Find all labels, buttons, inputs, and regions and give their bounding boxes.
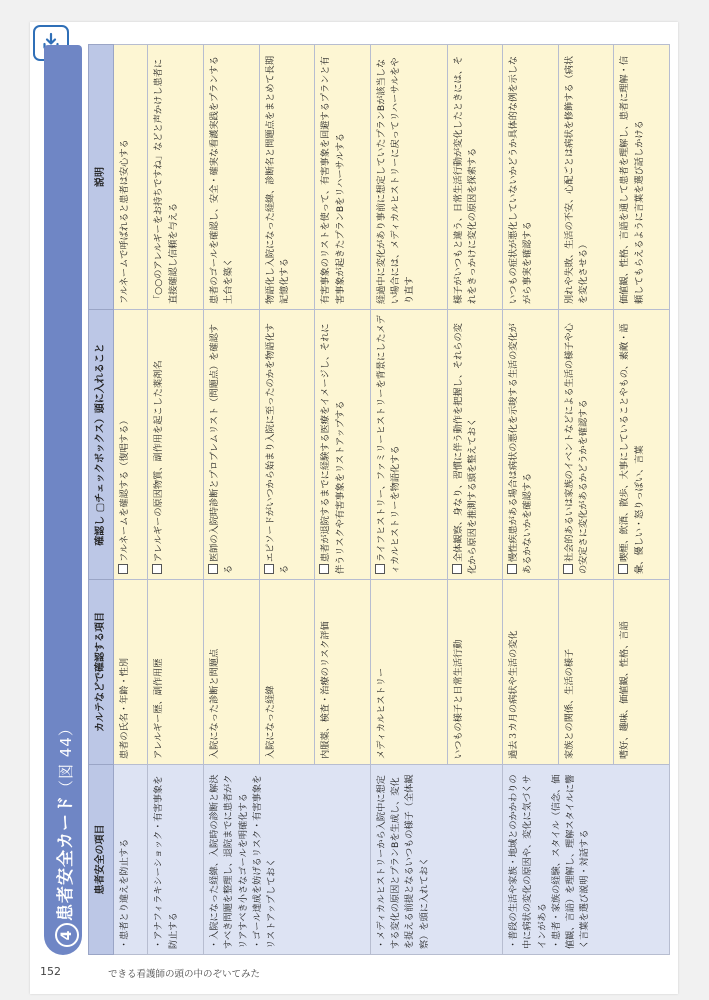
book-title: できる看護師の頭の中のぞいてみた: [108, 969, 261, 980]
description-cell: 「○○のアレルギーをお持ちですね」などと声かけし患者に直接確認し信頼を与える: [148, 45, 204, 310]
check-item-text: 喫煙、飲酒、散歩、大事にしていることやもの、素敵・語彙、優しい・怒りっぽい、言葉: [619, 323, 645, 574]
check-item-cell: [259, 310, 315, 580]
table-row: [148, 45, 204, 955]
safety-item-cell: [370, 765, 502, 955]
check-item-text: エピソードがいつから始まり入院に至ったのかを物語化する: [264, 323, 290, 574]
check-item-text: アレルギーの原因物質、副作用を起こした薬剤名: [153, 360, 165, 562]
check-item-text: 患者が退院するまでに経験する医療をイメージし、それに伴うリスクや有害事象をリストアップする: [320, 323, 346, 574]
checkbox[interactable]: [208, 564, 218, 574]
header-safety-item: 患者安全の項目: [89, 765, 114, 955]
safety-item-text: ・普段の生活や家族・地域とのかかわりの中に病状の変化の原因や、変化に気づくサインがある: [508, 774, 548, 949]
page-number: 152: [40, 965, 61, 978]
check-item-cell: [315, 310, 371, 580]
description-cell: 物語化し入院になった経緯、診断名と問題点をまとめて長期記憶化する: [259, 45, 315, 310]
check-item-text: 慢性疾患がある場合は病状の悪化を示唆する生活の変化があるかないかを確認する: [508, 323, 534, 574]
chart-item-cell: 過去３カ月の病状や生活の変化: [503, 580, 559, 765]
check-item-text: フルネームを確認する（復唱する）: [119, 415, 130, 562]
safety-item-cell: [114, 765, 148, 955]
check-item-cell: [503, 310, 559, 580]
safety-item-text: ・アナフィラキシーショック・有害事象を防止する: [153, 775, 179, 949]
chart-item-cell: 入院になった診断と問題点: [204, 580, 260, 765]
table-row: [370, 45, 447, 955]
safety-item-text: ・メディカルヒストリーから入院中に想定する変化の原因とプランBを生成し、変化を捉える前提となるいつもの様子（全体観察）を頭に入れておく: [375, 774, 430, 949]
table-header-row: [89, 45, 114, 955]
check-item-cell: [370, 310, 447, 580]
checkbox[interactable]: [118, 564, 128, 574]
header-check-item: 確認し ▢チェックボックス）頭に入れること: [89, 310, 114, 580]
chart-item-cell: アレルギー歴、副作用歴: [148, 580, 204, 765]
chart-item-cell: 入院になった経緯: [259, 580, 315, 765]
checkbox[interactable]: [152, 564, 162, 574]
checkbox[interactable]: [452, 564, 462, 574]
safety-item-text: ・入院になった経緯、入院時の診断と解決すべき問題を整理し、退院までに患者がクリアすべき小さなゴールを明確化する: [209, 774, 249, 949]
checkbox[interactable]: [618, 564, 628, 574]
checkbox[interactable]: [563, 564, 573, 574]
check-item-cell: [114, 310, 148, 580]
check-item-text: ライフヒストリー、ファミリーヒストリーを背景にしたメディカルヒストリーを物語化する: [375, 315, 402, 574]
header-chart-item: カルテなどで確認する項目: [89, 580, 114, 765]
description-cell: 有害事象のリストを使って、有害事象を回避するプランと有害事象が起きたプランBをリハーサルする: [315, 45, 371, 310]
check-item-text: 社会的あるいは家族のイベントなどによる生活の様子や心の安定さに変化があるかどうかを確認する: [563, 323, 589, 574]
description-cell: フルネームで呼ばれると患者は安心する: [114, 45, 148, 310]
checkbox[interactable]: [319, 564, 329, 574]
chart-item-cell: 内服薬、検査・治療のリスク評価: [315, 580, 371, 765]
chart-item-cell: いつもの様子と日常生活行動: [447, 580, 503, 765]
check-item-cell: [204, 310, 260, 580]
table-row: [204, 45, 260, 955]
safety-item-cell: [503, 765, 670, 955]
rotated-content: [44, 45, 674, 955]
check-item-cell: [614, 310, 670, 580]
description-cell: いつもの症状が悪化していないかどうか具体的な例を示しながら事実を確認する: [503, 45, 559, 310]
section-number: 4: [55, 923, 79, 947]
table-row: [114, 45, 148, 955]
description-cell: 価値観、性格、言語を通して患者を理解し、患者に理解・信頼してもらえるように言葉を選び話しかける: [614, 45, 670, 310]
chart-item-cell: メディカルヒストリー: [370, 580, 447, 765]
check-item-text: 全体観察、身なり、習慣に伴う動作を把握し、それらの変化から原因を推測する頭を整えておく: [452, 323, 478, 574]
safety-item-cell: [204, 765, 371, 955]
safety-item-text: ・ゴール達成を妨げるリスク・有害事象をリストアップしておく: [251, 774, 278, 949]
checkbox[interactable]: [507, 564, 517, 574]
safety-item-cell: [148, 765, 204, 955]
check-item-cell: [558, 310, 614, 580]
chart-item-cell: 家族との関係、生活の様子: [558, 580, 614, 765]
chart-item-cell: 患者の氏名・年齢・性別: [114, 580, 148, 765]
description-cell: 様子がいつもと違う、日常生活行動が変化したときには、それをきっかけに変化の原因を探索する: [447, 45, 503, 310]
description-cell: 別れや失敗、生活の不安、心配ごとは病状を修飾する（病状を変化させる）: [558, 45, 614, 310]
section-title: 4患者安全カード（図 44）: [51, 720, 79, 947]
chart-item-cell: 嗜好、趣味、価値観、性格、言語: [614, 580, 670, 765]
description-cell: 経過中に変化があり事前に想定していたプランBが該当しない場合には、メディカルヒストリーに戻ってリハーサルをやり直す: [370, 45, 447, 310]
safety-item-text: ・患者とり違えを防止する: [119, 838, 130, 949]
patient-safety-table: [88, 44, 670, 955]
check-item-cell: [447, 310, 503, 580]
safety-item-text: ・患者・家族の経験、スタイル（信念、価値観、言語）を理解し、理解スタイルに響く言葉を選び説明・対話する: [550, 774, 591, 949]
checkbox[interactable]: [264, 564, 274, 574]
description-cell: 患者のゴールを確認し、安全・確実な看護実践をプランする土台を築く: [204, 45, 260, 310]
section-title-bar: [44, 45, 82, 955]
table-row: [503, 45, 559, 955]
checkbox[interactable]: [375, 564, 385, 574]
check-item-text: 医師の入院時診断とプロブレムリスト（問題点）を確認する: [209, 324, 235, 574]
header-description: 説明: [89, 45, 114, 310]
check-item-cell: [148, 310, 204, 580]
